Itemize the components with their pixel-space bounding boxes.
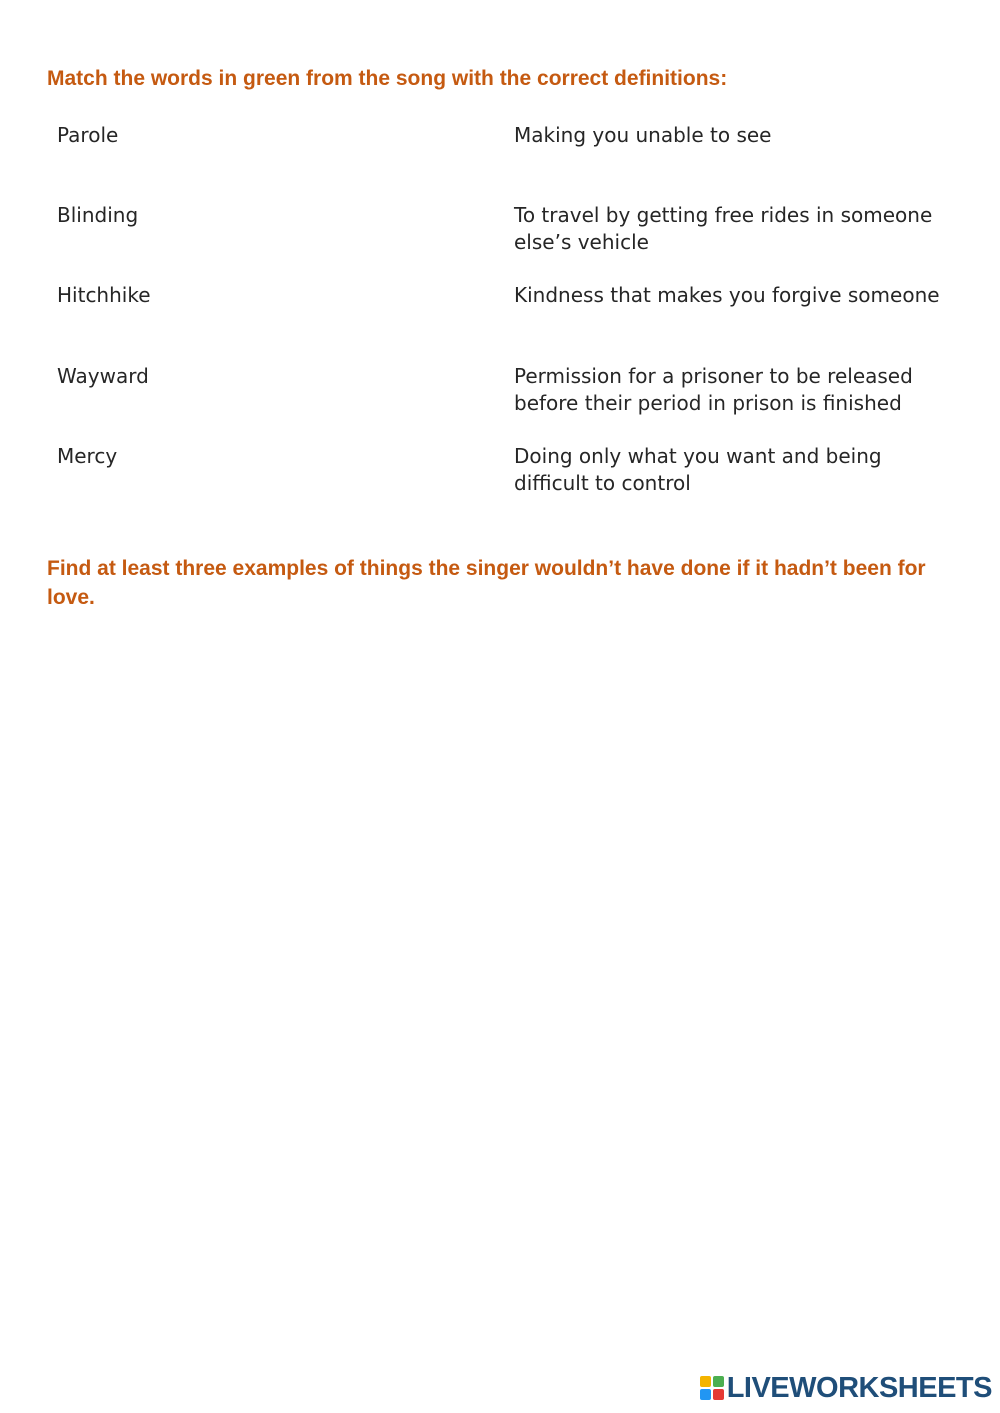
term-word: Blinding [57, 203, 139, 227]
liveworksheets-logo [700, 1373, 992, 1403]
term-word: Wayward [57, 364, 149, 388]
match-row [0, 202, 1000, 262]
match-row [0, 282, 1000, 342]
term-word: Mercy [57, 444, 118, 468]
definition-text: Permission for a prisoner to be released before their period in prison is finished [514, 364, 913, 415]
definition-text: To travel by getting free rides in someone else’s vehicle [514, 203, 933, 254]
definition-text: Making you unable to see [514, 123, 772, 147]
term-word: Parole [57, 123, 119, 147]
match-row [0, 443, 1000, 503]
match-row [0, 122, 1000, 182]
definition-text: Doing only what you want and being difficult to control [514, 444, 882, 495]
definition-text: Kindness that makes you forgive someone [514, 283, 940, 307]
heading-find-examples: Find at least three examples of things the singer wouldn’t have done if it hadn’t been for love. [47, 557, 926, 609]
term-word: Hitchhike [57, 283, 151, 307]
liveworksheets-logo-icon [700, 1376, 724, 1400]
heading-match-instructions: Match the words in green from the song with the correct definitions: [47, 67, 728, 90]
match-row [0, 363, 1000, 423]
liveworksheets-logo-text: LIVEWORKSHEETS [726, 1371, 992, 1404]
